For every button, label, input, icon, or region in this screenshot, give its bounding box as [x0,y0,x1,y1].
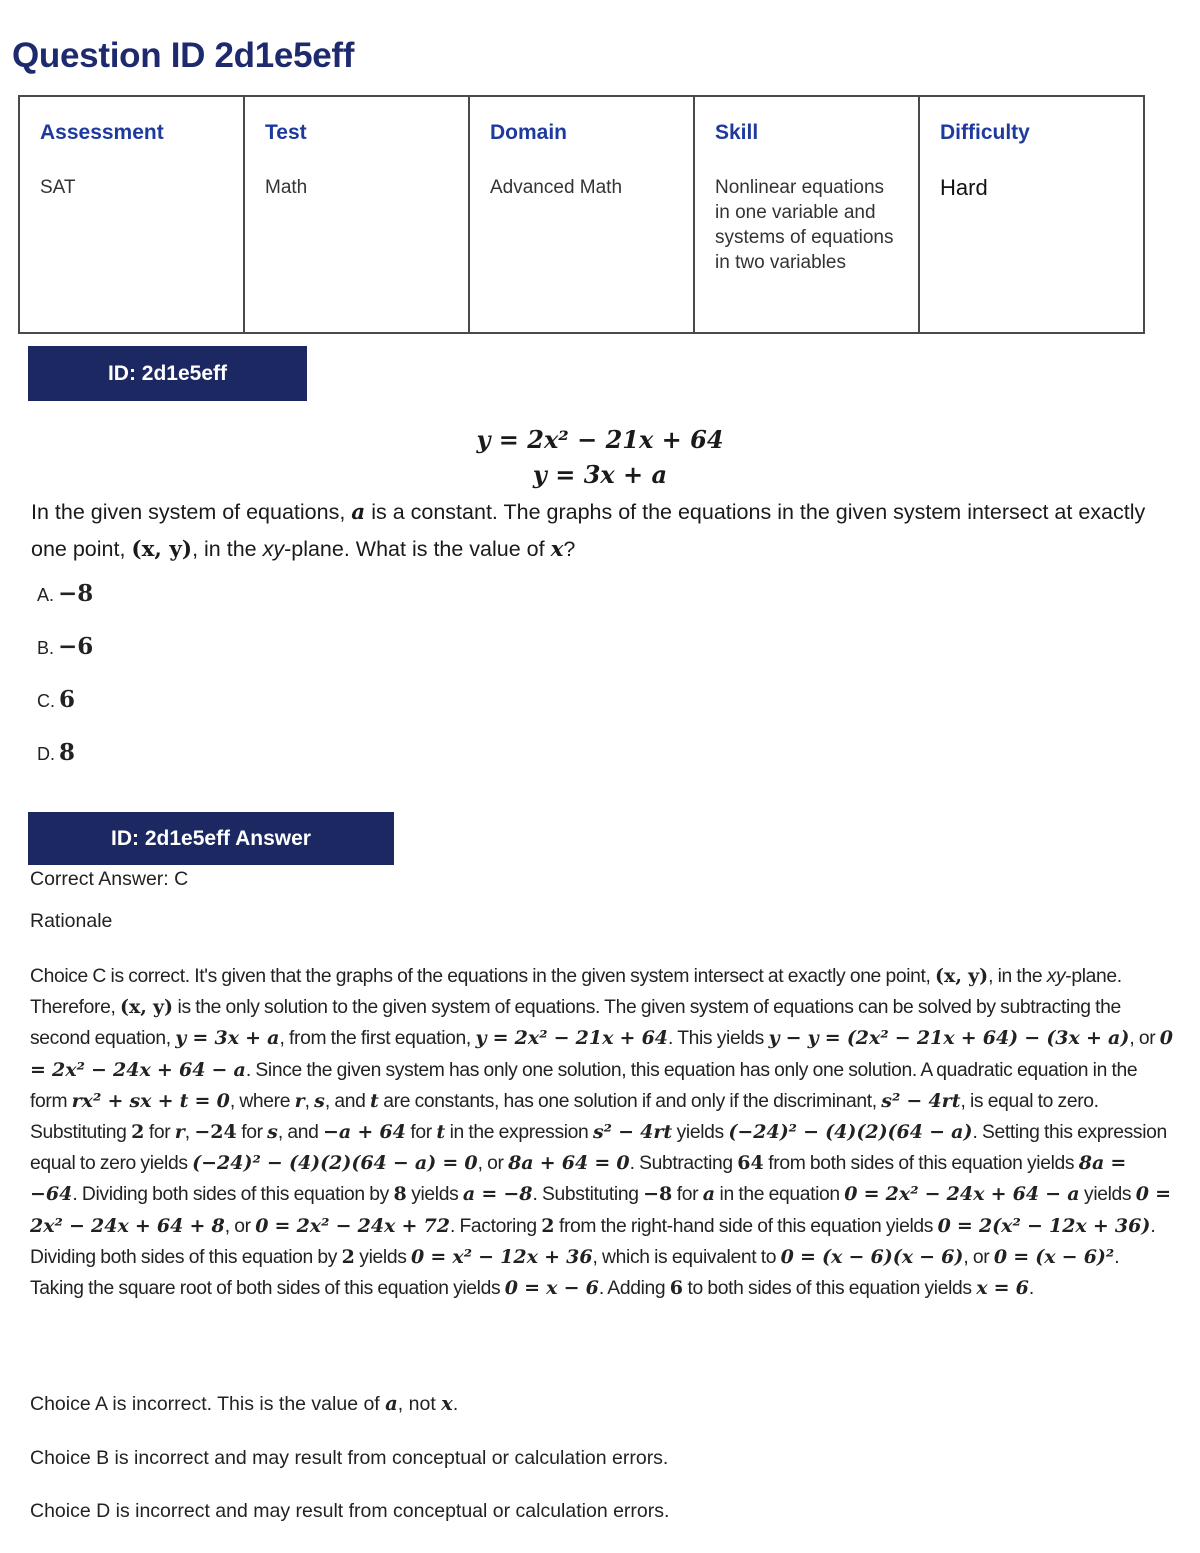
choice-a-label: A. [37,585,55,605]
rationale-text: Choice C is correct. It's given that the graphs of the equations in the given system intersect at exactly one point, (x, y), in the xy-plane. Therefore, (x, y) is the only solution to the given system of equations. The given system of equations can be solved by subtracting the second equation, y = 3x + a, from the first equation, y = 2x² − 21x + 64. This yields y − y = (2x² − 21x + 64) − (3x + a), or 0 = 2x² − 24x + 64 − a. Since the given system has only one solution, this equation has only one solution. A quadratic equation in the form rx² + sx + t = 0, where r, s, and t are constants, has one solution if and only if the discriminant, s² − 4rt, is equal to zero. Substituting 2 for r, −24 for s, and −a + 64 for t in the expression s² − 4rt yields (−24)² − (4)(2)(64 − a). Setting this expression equal to zero yields (−24)² − (4)(2)(64 − a) = 0, or 8a + 64 = 0. Subtracting 64 from both sides of this equation yields 8a = −64. Dividing both sides of this equation by 8 yields a = −8. Substituting −8 for a in the equation 0 = 2x² − 24x + 64 − a yields 0 = 2x² − 24x + 64 + 8, or 0 = 2x² − 24x + 72. Factoring 2 from the right-hand side of this equation yields 0 = 2(x² − 12x + 36). Dividing both sides of this equation by 2 yields 0 = x² − 12x + 36, which is equivalent to 0 = (x − 6)(x − 6), or 0 = (x − 6)². Taking the square root of both sides of this equation yields 0 = x − 6. Adding 6 to both sides of this equation yields x = 6. [30,965,1174,1300]
difficulty-value: Hard [940,175,988,200]
answer-id-banner: ID: 2d1e5eff Answer [28,812,394,865]
choice-b-explanation: Choice B is incorrect and may result from conceptual or calculation errors. [30,1447,669,1469]
equation-1: y = 2x² − 21x + 64 [476,425,724,454]
choice-a-explanation: Choice A is incorrect. This is the value of a, not x. [30,1392,459,1415]
choice-d-label: D. [37,744,55,764]
difficulty-cell [919,96,1144,333]
choice-d-explanation: Choice D is incorrect and may result from conceptual or calculation errors. [30,1500,670,1522]
test-header: Test [265,121,307,144]
choice-b-value: −6 [58,633,94,660]
assessment-value: SAT [40,177,76,198]
skill-value: Nonlinear equations in one variable and systems of equations in two variables [715,177,894,273]
domain-value: Advanced Math [490,177,623,198]
question-metadata-table [18,95,1145,334]
assessment-header: Assessment [40,121,164,144]
test-value: Math [265,177,308,198]
choice-a-value: −8 [58,580,94,607]
skill-cell [694,96,919,333]
page-title: Question ID 2d1e5eff [12,36,355,75]
choice-c[interactable] [37,686,75,713]
choice-b[interactable] [37,633,93,660]
domain-header: Domain [490,121,568,144]
choice-c-label: C. [37,691,55,711]
choice-a[interactable] [37,580,93,607]
choice-c-value: 6 [59,686,76,713]
correct-answer: Correct Answer: C [30,868,189,890]
domain-cell [469,96,694,333]
assessment-cell [19,96,244,333]
equation-2: y = 3x + a [532,460,668,489]
difficulty-header: Difficulty [940,121,1030,144]
test-cell [244,96,469,333]
choice-d[interactable] [37,739,75,766]
choice-b-label: B. [37,638,55,658]
question-id-banner: ID: 2d1e5eff [28,346,307,401]
rationale-label: Rationale [30,910,113,932]
question-text: In the given system of equations, a is a constant. The graphs of the equations in the given system intersect at exactly one point, (x, y), in the xy-plane. What is the value of x? [31,500,1146,562]
choice-d-value: 8 [59,739,76,766]
skill-header: Skill [715,121,759,144]
